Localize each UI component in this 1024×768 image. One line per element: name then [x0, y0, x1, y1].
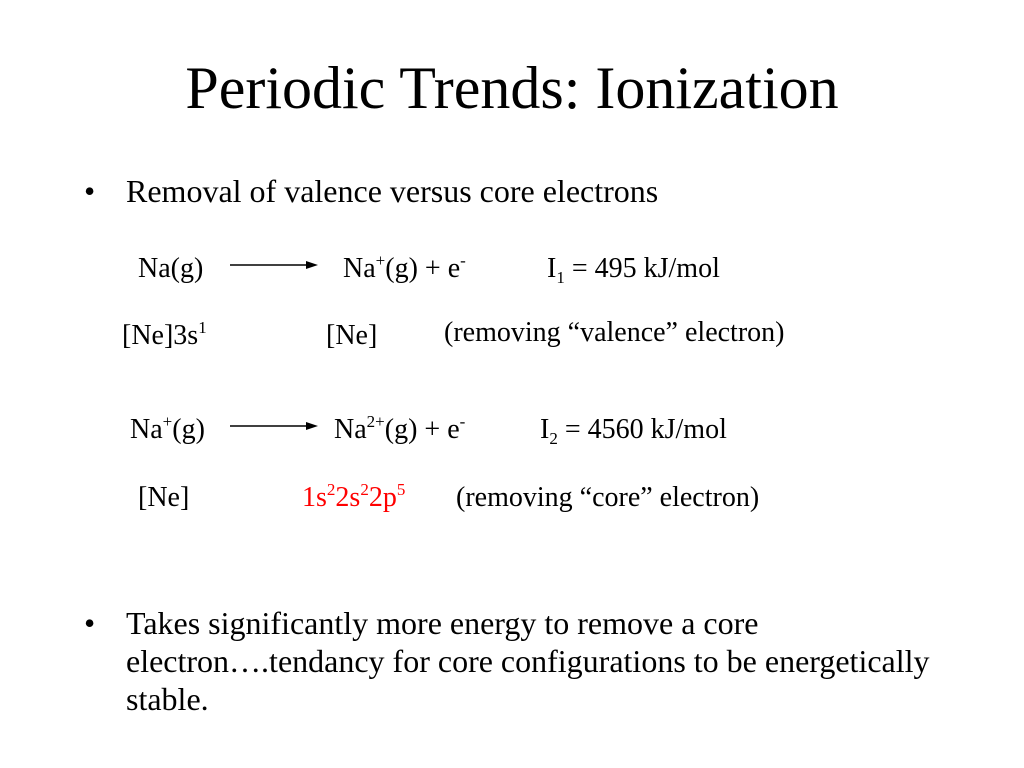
eq1-config-right: [Ne]	[326, 320, 378, 351]
eq2-energy-value: = 4560 kJ/mol	[557, 414, 727, 445]
eq1-energy	[547, 253, 720, 285]
eq2-config-2p: 2p	[368, 482, 397, 513]
eq1-energy-value: = 495 kJ/mol	[564, 253, 720, 284]
eq1-product-base: Na	[343, 253, 376, 284]
eq1-config-left	[122, 320, 207, 352]
eq2-note: (removing “core” electron)	[456, 482, 760, 513]
eq2-product-charge: 2+	[366, 412, 385, 431]
eq1-energy-sub: 1	[556, 268, 565, 287]
eq2-product	[334, 414, 465, 446]
eq1-product-rest: (g) + e	[385, 253, 461, 284]
eq1-note: (removing “valence” electron)	[444, 317, 785, 348]
eq2-product-rest: (g) + e	[384, 414, 460, 445]
eq2-arrow-icon	[228, 419, 320, 433]
eq2-reactant-charge: +	[162, 412, 173, 431]
eq2-config-right	[302, 482, 405, 514]
bullet-2-text: Takes significantly more energy to remove a core electron….tendancy for core configurations to be energetically stable.	[126, 605, 930, 717]
eq1-product-charge: +	[375, 251, 386, 270]
eq1-config-left-sup: 1	[198, 318, 207, 337]
bullet-marker: •	[84, 173, 96, 209]
eq1-config-left-base: [Ne]3s	[122, 320, 199, 351]
eq2-config-left: [Ne]	[138, 482, 190, 513]
eq2-electron-charge: -	[459, 412, 466, 431]
eq2-config-2p-sup: 5	[396, 480, 406, 499]
eq2-config-2s-sup: 2	[360, 480, 369, 499]
eq2-energy-sub: 2	[549, 429, 558, 448]
eq2-config-1s: 1s	[302, 482, 327, 513]
bullet-1-text: Removal of valence versus core electrons	[126, 173, 659, 209]
eq2-reactant-base: Na	[130, 414, 163, 445]
eq1-electron-charge: -	[460, 251, 466, 270]
eq2-reactant	[130, 414, 205, 446]
bullet-marker: •	[84, 605, 96, 641]
eq2-config-2s: 2s	[335, 482, 361, 513]
eq2-product-base: Na	[334, 414, 367, 445]
eq1-energy-label: I	[547, 253, 557, 284]
eq2-energy-label: I	[540, 414, 550, 445]
eq2-energy	[540, 414, 727, 446]
eq2-reactant-rest: (g)	[172, 414, 205, 445]
slide-title: Periodic Trends: Ionization	[185, 55, 839, 121]
eq1-reactant: Na(g)	[138, 253, 204, 284]
eq1-product	[343, 253, 466, 285]
eq2-config-1s-sup: 2	[326, 480, 336, 499]
eq1-arrow-icon	[228, 258, 320, 272]
